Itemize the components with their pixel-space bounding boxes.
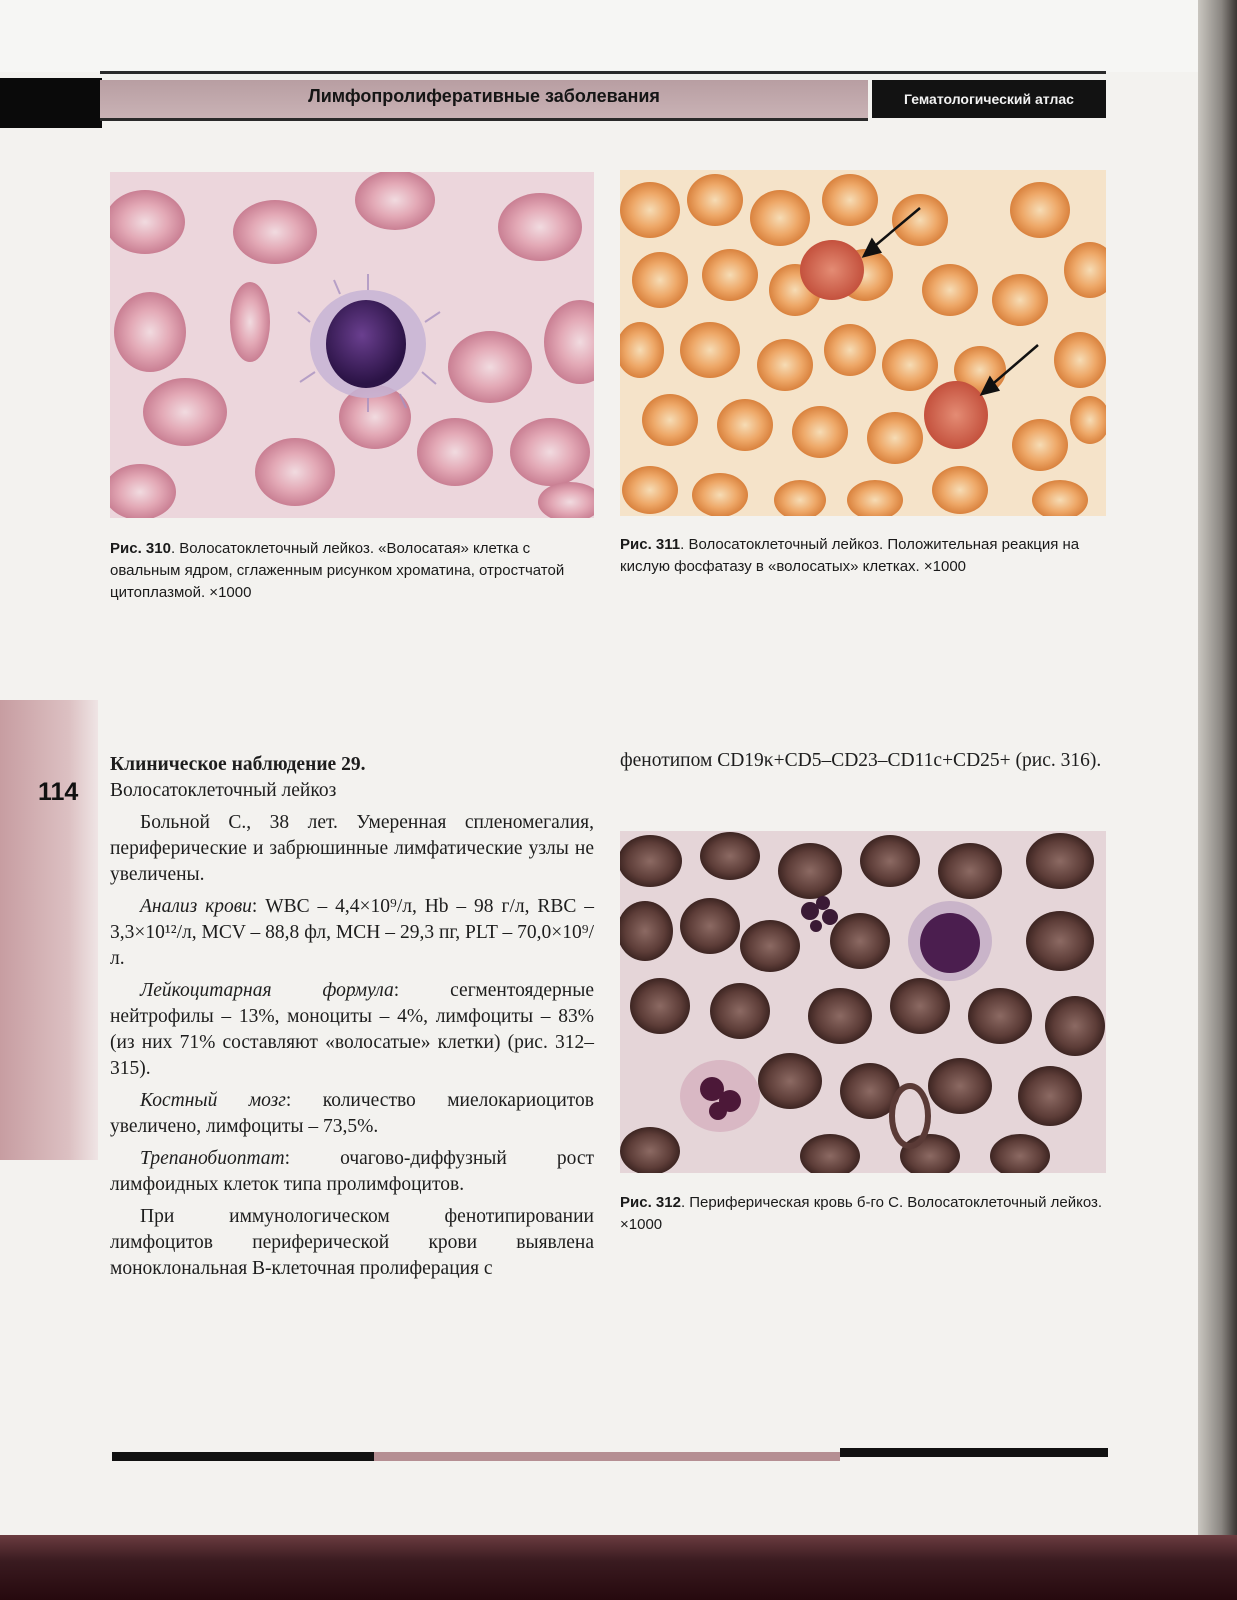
figure-310-label: Рис. 310 bbox=[110, 540, 171, 557]
page-number: 114 bbox=[38, 778, 79, 806]
header-top-rule bbox=[100, 71, 1106, 74]
figure-310-caption-text: . Волосатоклеточный лейкоз. «Волосатая» клетка с овальным ядром, сглаженным рисунком хроматина, отростчатой цитоплазмой. ×1000 bbox=[110, 540, 565, 601]
section-title: Лимфопролиферативные заболевания bbox=[308, 86, 660, 106]
figure-311-caption-text: . Волосатоклеточный лейкоз. Положительная реакция на кислую фосфатазу в «волосатых» клетках. ×1000 bbox=[620, 536, 1080, 575]
marrow-values: : количество миелокариоцитов увеличено, лимфоциты – 73,5%. bbox=[110, 1090, 594, 1137]
marrow-label: Костный мозг bbox=[140, 1090, 286, 1111]
footer-rule-right bbox=[840, 1448, 1108, 1457]
blood-values: : WBC – 4,4×10⁹/л, Hb – 98 г/л, RBC – 3,3×10¹²/л, MCV – 88,8 фл, MCH – 29,3 пг, PLT – 70,0×10⁹/л. bbox=[110, 896, 594, 969]
formula-values: : сегментоядерные нейтрофилы – 13%, моноциты – 4%, лимфоциты – 83% (из них 71% составляют «волосатые» клетки) (рис. 312–315). bbox=[110, 980, 594, 1079]
book-spine-shadow bbox=[1198, 0, 1237, 1600]
footer-rule-left bbox=[112, 1452, 374, 1461]
blood-label: Анализ крови bbox=[140, 896, 252, 917]
figure-312-caption-text: . Периферическая кровь б-го С. Волосатоклеточный лейкоз. ×1000 bbox=[620, 1194, 1103, 1233]
case-paragraph-trephine bbox=[110, 1146, 594, 1198]
phenotype-continuation: фенотипом CD19κ+CD5–CD23–CD11c+CD25+ (рис. 316). bbox=[620, 750, 1102, 771]
book-title: Гематологический атлас bbox=[872, 80, 1106, 118]
figure-312-caption bbox=[620, 1192, 1108, 1236]
case-text-column bbox=[110, 752, 594, 1288]
case-paragraph-immunophenotype: При иммунологическом фенотипировании лимфоцитов периферической крови выявлена моноклональная В-клеточная пролиферация с bbox=[110, 1206, 594, 1279]
figure-311-caption bbox=[620, 534, 1108, 578]
case-paragraph-marrow bbox=[110, 1088, 594, 1140]
case-paragraph-blood bbox=[110, 894, 594, 972]
formula-label: Лейкоцитарная формула bbox=[140, 980, 394, 1001]
chapter-side-tab bbox=[0, 700, 98, 1160]
figure-310-micrograph bbox=[110, 172, 594, 518]
case-subtitle: Волосатоклеточный лейкоз bbox=[110, 780, 337, 801]
page-top-margin bbox=[0, 0, 1237, 72]
case-paragraph-patient: Больной С., 38 лет. Умеренная спленомегалия, периферические и забрюшинные лимфатические узлы не увеличены. bbox=[110, 812, 594, 885]
figure-312-label: Рис. 312 bbox=[620, 1194, 681, 1211]
case-paragraph-formula bbox=[110, 978, 594, 1082]
case-heading: Клиническое наблюдение 29. bbox=[110, 754, 366, 775]
page-bottom-edge bbox=[0, 1535, 1237, 1600]
trephine-values: : очагово-диффузный рост лимфоидных клеток типа пролимфоцитов. bbox=[110, 1148, 594, 1195]
figure-312-micrograph bbox=[620, 831, 1106, 1173]
figure-310-caption bbox=[110, 538, 596, 604]
header-left-block bbox=[0, 78, 102, 128]
continuation-text bbox=[620, 748, 1108, 780]
figure-311-micrograph bbox=[620, 170, 1106, 516]
footer-rule-middle bbox=[374, 1452, 840, 1461]
figure-311-label: Рис. 311 bbox=[620, 536, 681, 553]
trephine-label: Трепанобиоптат bbox=[140, 1148, 285, 1169]
